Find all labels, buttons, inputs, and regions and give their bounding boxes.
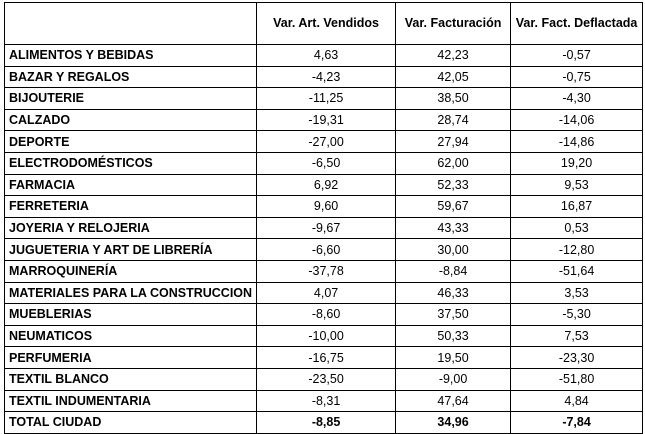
header-var-art-vendidos: Var. Art. Vendidos: [257, 3, 396, 45]
row-var-facturacion-cell: 42,05: [396, 66, 511, 88]
row-var-art-vendidos-cell: -11,25: [257, 88, 396, 110]
row-var-facturacion-cell: 27,94: [396, 131, 511, 153]
row-category-cell: BAZAR Y REGALOS: [5, 66, 257, 88]
row-var-fact-deflactada-cell: 3,53: [511, 282, 643, 304]
row-category-cell: FERRETERIA: [5, 196, 257, 218]
row-category-cell: BIJOUTERIE: [5, 88, 257, 110]
row-var-fact-deflactada-cell: -51,64: [511, 260, 643, 282]
row-category-cell: CALZADO: [5, 109, 257, 131]
table-row: [5, 282, 643, 304]
row-var-facturacion-cell: 46,33: [396, 282, 511, 304]
row-var-art-vendidos-cell: 4,07: [257, 282, 396, 304]
row-category-cell: DEPORTE: [5, 131, 257, 153]
header-var-fact-deflactada: Var. Fact. Deflactada: [511, 3, 643, 45]
table-row: [5, 325, 643, 347]
row-var-art-vendidos-cell: -19,31: [257, 109, 396, 131]
row-var-art-vendidos-cell: 6,92: [257, 174, 396, 196]
row-var-fact-deflactada-cell: 0,53: [511, 217, 643, 239]
row-var-facturacion-cell: 37,50: [396, 304, 511, 326]
row-var-art-vendidos-cell: -23,50: [257, 368, 396, 390]
row-category-cell: TEXTIL INDUMENTARIA: [5, 390, 257, 412]
row-var-art-vendidos-cell: -8,31: [257, 390, 396, 412]
row-var-fact-deflactada-cell: 4,84: [511, 390, 643, 412]
sales-variation-table: [4, 2, 643, 434]
row-category-cell: ALIMENTOS Y BEBIDAS: [5, 45, 257, 67]
table-row: [5, 174, 643, 196]
header-rubro: [5, 3, 257, 45]
row-var-fact-deflactada-cell: -7,84: [511, 412, 643, 434]
row-var-facturacion-cell: 34,96: [396, 412, 511, 434]
row-var-fact-deflactada-cell: 16,87: [511, 196, 643, 218]
row-category-cell: TOTAL CIUDAD: [5, 412, 257, 434]
table-row: [5, 131, 643, 153]
table-container: [4, 2, 643, 434]
row-category-cell: PERFUMERIA: [5, 347, 257, 369]
row-var-facturacion-cell: 19,50: [396, 347, 511, 369]
row-var-facturacion-cell: 50,33: [396, 325, 511, 347]
row-var-art-vendidos-cell: -10,00: [257, 325, 396, 347]
row-category-cell: ELECTRODOMÉSTICOS: [5, 152, 257, 174]
row-var-fact-deflactada-cell: -14,06: [511, 109, 643, 131]
row-category-cell: NEUMATICOS: [5, 325, 257, 347]
table-row: [5, 368, 643, 390]
row-var-facturacion-cell: 42,23: [396, 45, 511, 67]
row-var-facturacion-cell: 47,64: [396, 390, 511, 412]
table-row: [5, 152, 643, 174]
row-var-fact-deflactada-cell: -12,80: [511, 239, 643, 261]
row-var-fact-deflactada-cell: 19,20: [511, 152, 643, 174]
row-var-fact-deflactada-cell: -0,75: [511, 66, 643, 88]
row-category-cell: JUGUETERIA Y ART DE LIBRERÍA: [5, 239, 257, 261]
row-var-facturacion-cell: -9,00: [396, 368, 511, 390]
row-var-facturacion-cell: 62,00: [396, 152, 511, 174]
table-row: [5, 45, 643, 67]
row-var-art-vendidos-cell: -6,50: [257, 152, 396, 174]
row-var-art-vendidos-cell: -27,00: [257, 131, 396, 153]
row-var-art-vendidos-cell: 9,60: [257, 196, 396, 218]
header-row: [5, 3, 643, 45]
row-category-cell: MUEBLERIAS: [5, 304, 257, 326]
row-category-cell: MARROQUINERÍA: [5, 260, 257, 282]
total-row: [5, 412, 643, 434]
row-var-fact-deflactada-cell: -5,30: [511, 304, 643, 326]
row-category-cell: TEXTIL BLANCO: [5, 368, 257, 390]
row-var-art-vendidos-cell: -16,75: [257, 347, 396, 369]
row-category-cell: JOYERIA Y RELOJERIA: [5, 217, 257, 239]
header-var-facturacion: Var. Facturación: [396, 3, 511, 45]
row-var-art-vendidos-cell: -8,85: [257, 412, 396, 434]
table-row: [5, 304, 643, 326]
row-var-art-vendidos-cell: -37,78: [257, 260, 396, 282]
table-row: [5, 109, 643, 131]
table-row: [5, 239, 643, 261]
row-var-art-vendidos-cell: -9,67: [257, 217, 396, 239]
row-var-fact-deflactada-cell: 7,53: [511, 325, 643, 347]
table-row: [5, 217, 643, 239]
row-var-facturacion-cell: 59,67: [396, 196, 511, 218]
row-var-art-vendidos-cell: -8,60: [257, 304, 396, 326]
row-var-facturacion-cell: 38,50: [396, 88, 511, 110]
table-row: [5, 390, 643, 412]
table-row: [5, 66, 643, 88]
row-var-fact-deflactada-cell: -51,80: [511, 368, 643, 390]
row-var-fact-deflactada-cell: -0,57: [511, 45, 643, 67]
row-var-facturacion-cell: 43,33: [396, 217, 511, 239]
table-row: [5, 88, 643, 110]
row-var-fact-deflactada-cell: 9,53: [511, 174, 643, 196]
row-var-art-vendidos-cell: -4,23: [257, 66, 396, 88]
row-var-fact-deflactada-cell: -4,30: [511, 88, 643, 110]
row-var-facturacion-cell: 52,33: [396, 174, 511, 196]
row-var-facturacion-cell: 30,00: [396, 239, 511, 261]
table-row: [5, 196, 643, 218]
row-var-fact-deflactada-cell: -14,86: [511, 131, 643, 153]
row-var-fact-deflactada-cell: -23,30: [511, 347, 643, 369]
row-var-facturacion-cell: 28,74: [396, 109, 511, 131]
table-row: [5, 260, 643, 282]
row-var-facturacion-cell: -8,84: [396, 260, 511, 282]
row-category-cell: MATERIALES PARA LA CONSTRUCCION: [5, 282, 257, 304]
row-var-art-vendidos-cell: -6,60: [257, 239, 396, 261]
row-var-art-vendidos-cell: 4,63: [257, 45, 396, 67]
table-row: [5, 347, 643, 369]
row-category-cell: FARMACIA: [5, 174, 257, 196]
